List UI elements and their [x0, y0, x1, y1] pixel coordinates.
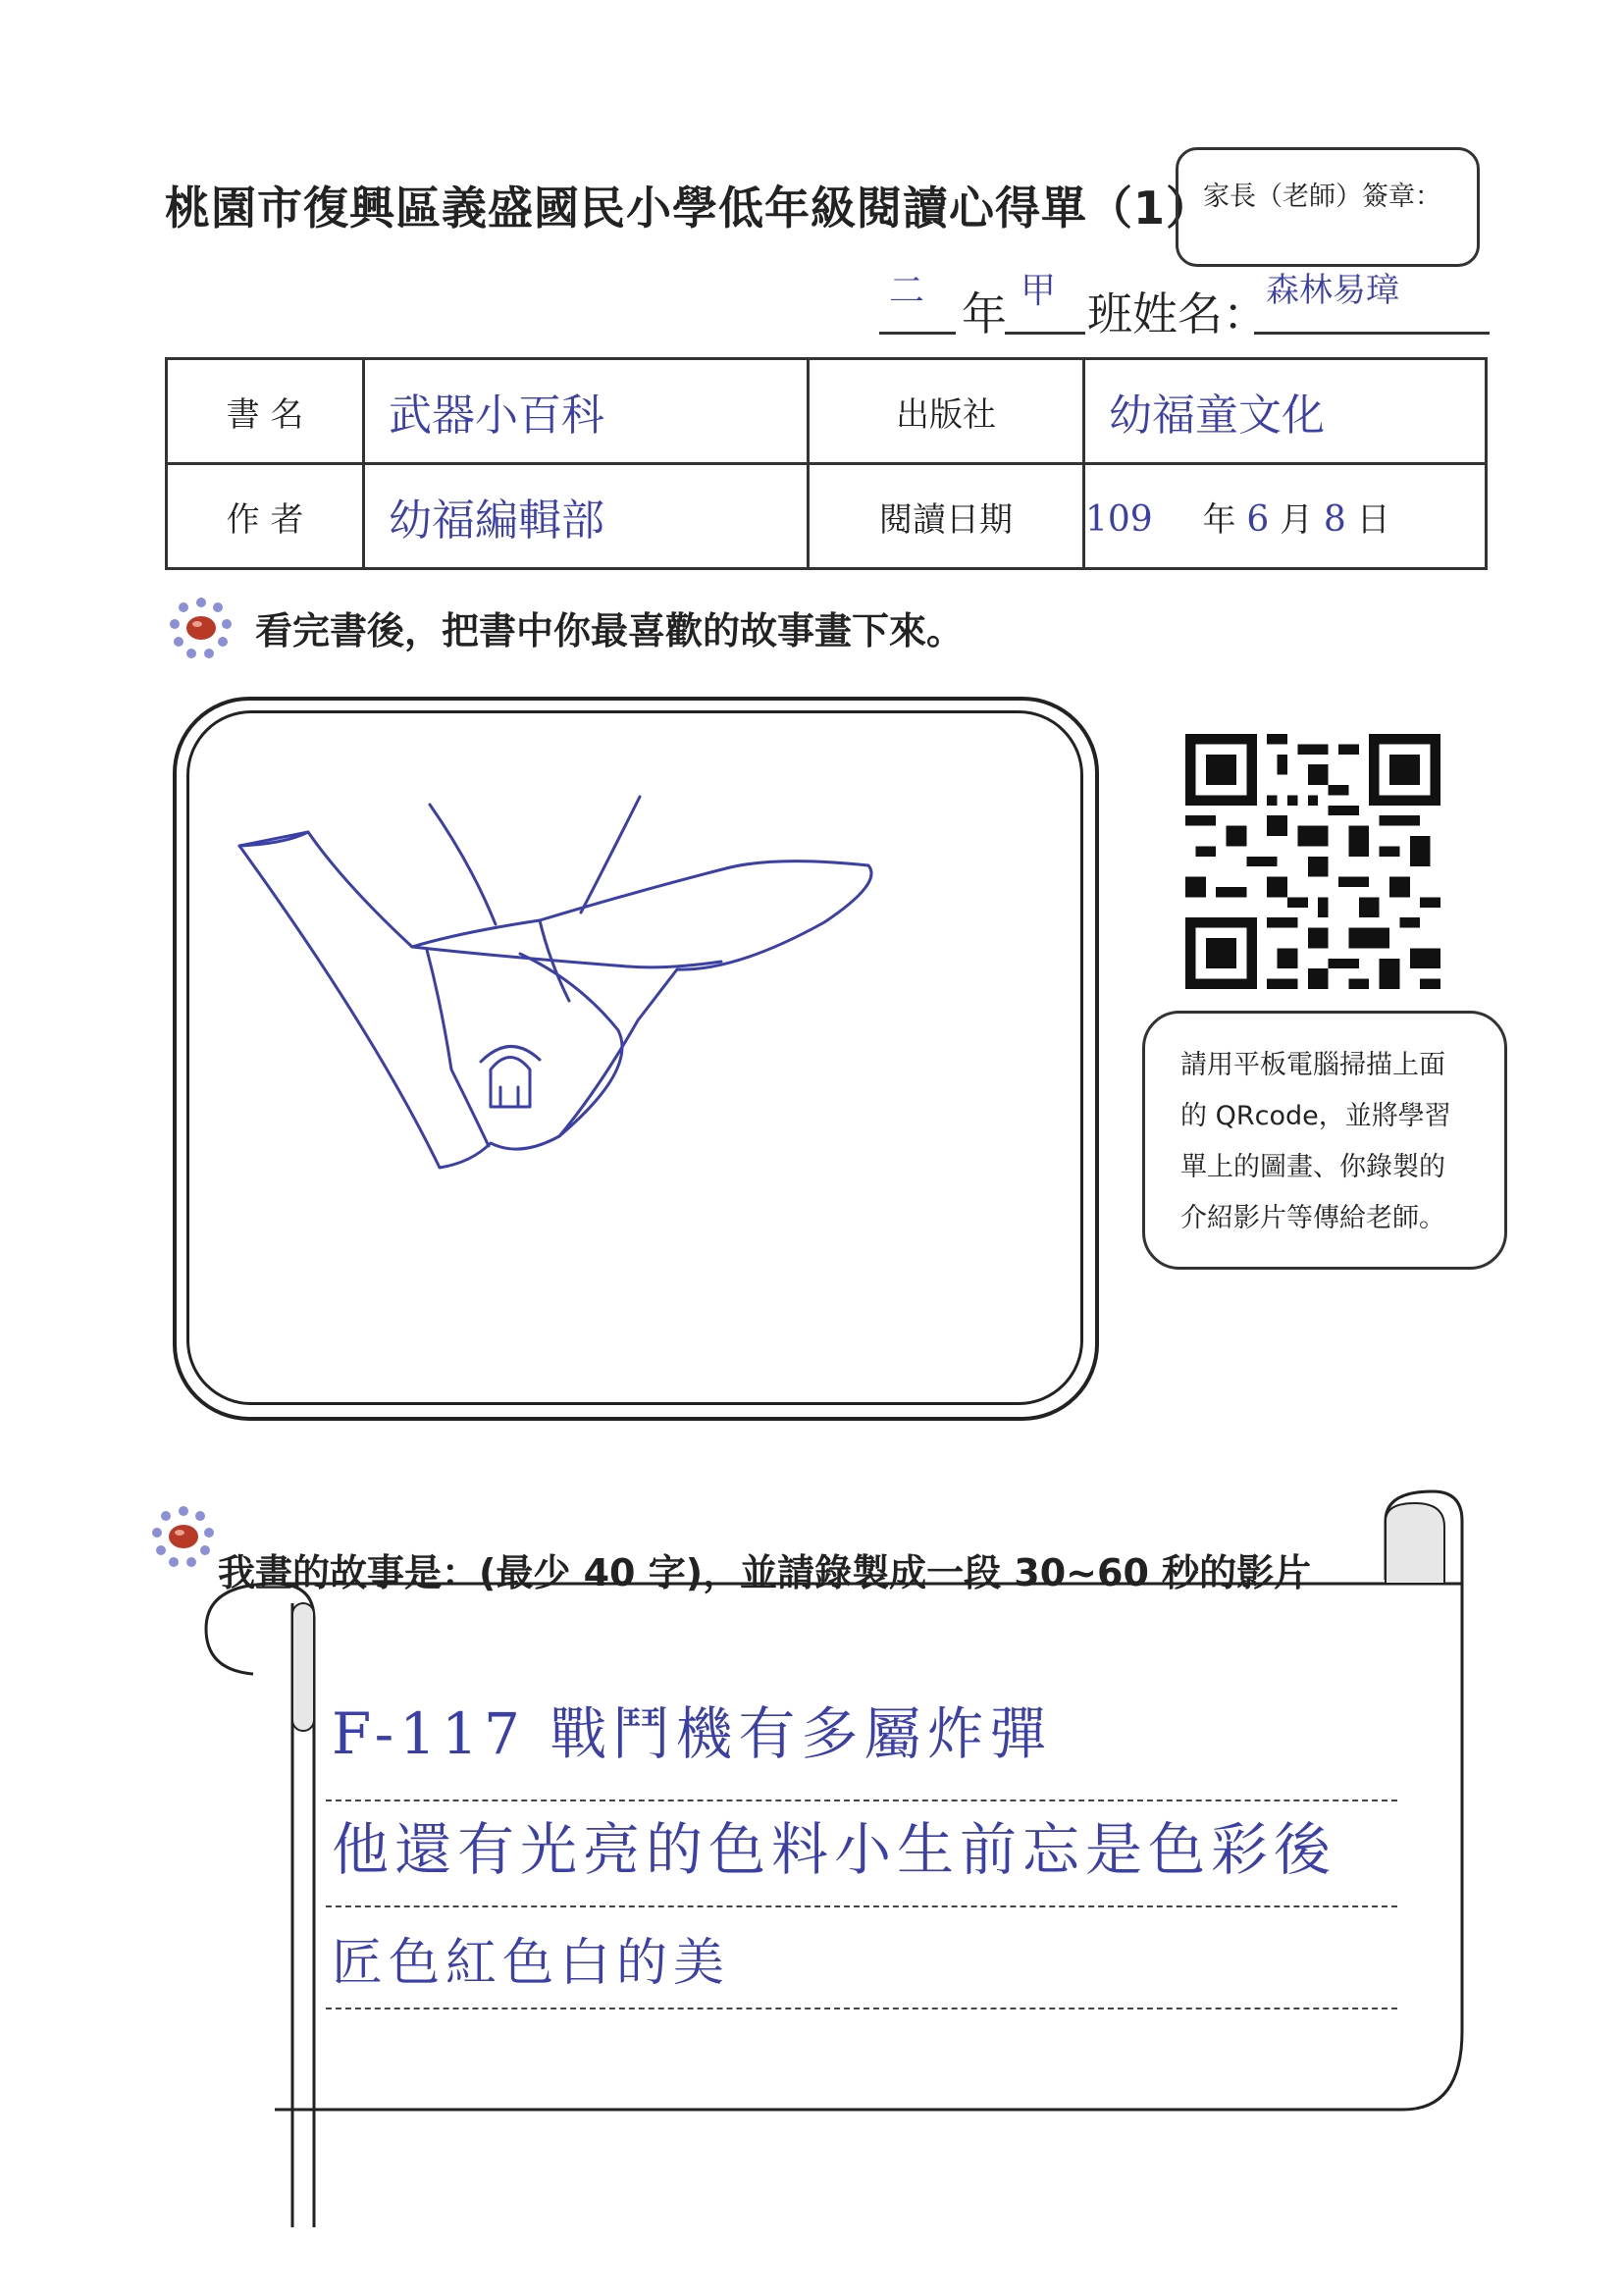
qr-instruction-line: 單上的圖畫、你錄製的	[1180, 1152, 1445, 1182]
class-underline	[1005, 332, 1085, 335]
flower-bullet-icon	[167, 595, 236, 663]
book-title-label: 書 名	[167, 359, 364, 464]
drawing-instruction: 看完書後，把書中你最喜歡的故事畫下來。	[255, 609, 965, 652]
date-year-value: 109	[1085, 498, 1153, 540]
qr-instruction-line: 請用平板電腦掃描上面	[1180, 1050, 1445, 1080]
flower-bullet-icon	[149, 1503, 218, 1572]
date-day-label: 日	[1356, 499, 1390, 540]
reading-date-label: 閱讀日期	[809, 464, 1084, 569]
class-name-label: 班姓名：	[1087, 287, 1268, 340]
qr-instruction-line: 的 QRcode，並將學習	[1180, 1101, 1451, 1131]
author-value: 幼福編輯部	[364, 464, 809, 569]
table-row	[167, 464, 1487, 569]
grade-underline	[879, 332, 956, 335]
book-title-value: 武器小百科	[364, 359, 809, 464]
qr-instruction-line: 介紹影片等傳給老師。	[1180, 1203, 1445, 1233]
qr-instruction-box	[1142, 1011, 1507, 1270]
book-info-table	[165, 357, 1488, 570]
reading-date-value	[1084, 464, 1487, 569]
date-month-value: 6	[1246, 498, 1270, 540]
stealth-jet-drawing	[226, 775, 903, 1197]
table-row	[167, 359, 1487, 464]
story-handwritten-line: 匠色紅色白的美	[332, 1934, 731, 1993]
qr-code-icon	[1185, 734, 1440, 989]
story-dashed-line	[326, 1800, 1397, 1801]
story-heading: 我畫的故事是：(最少 40 字)，並請錄製成一段 30~60 秒的影片	[218, 1551, 1312, 1594]
author-label: 作 者	[167, 464, 364, 569]
story-dashed-line	[326, 2008, 1397, 2009]
class-value: 甲	[1021, 271, 1057, 311]
student-name-value: 森林易璋	[1266, 271, 1399, 310]
date-year-label: 年	[1202, 499, 1236, 540]
grade-label: 年	[962, 287, 1007, 340]
date-month-label: 月	[1280, 499, 1314, 540]
date-day-value: 8	[1323, 498, 1346, 540]
story-handwritten-line: 他還有光亮的色料小生前忘是色彩後	[332, 1816, 1337, 1883]
publisher-value: 幼福童文化	[1084, 359, 1487, 464]
story-dashed-line	[326, 1905, 1397, 1907]
story-handwritten-line: F-117 戰鬥機有多屬炸彈	[332, 1700, 1053, 1767]
signature-label: 家長（老師）簽章：	[1203, 182, 1441, 212]
name-underline	[1254, 332, 1490, 335]
grade-value: 二	[889, 271, 925, 311]
publisher-label: 出版社	[809, 359, 1084, 464]
worksheet-title: 桃園市復興區義盛國民小學低年級閱讀心得單（1）	[165, 182, 1213, 235]
